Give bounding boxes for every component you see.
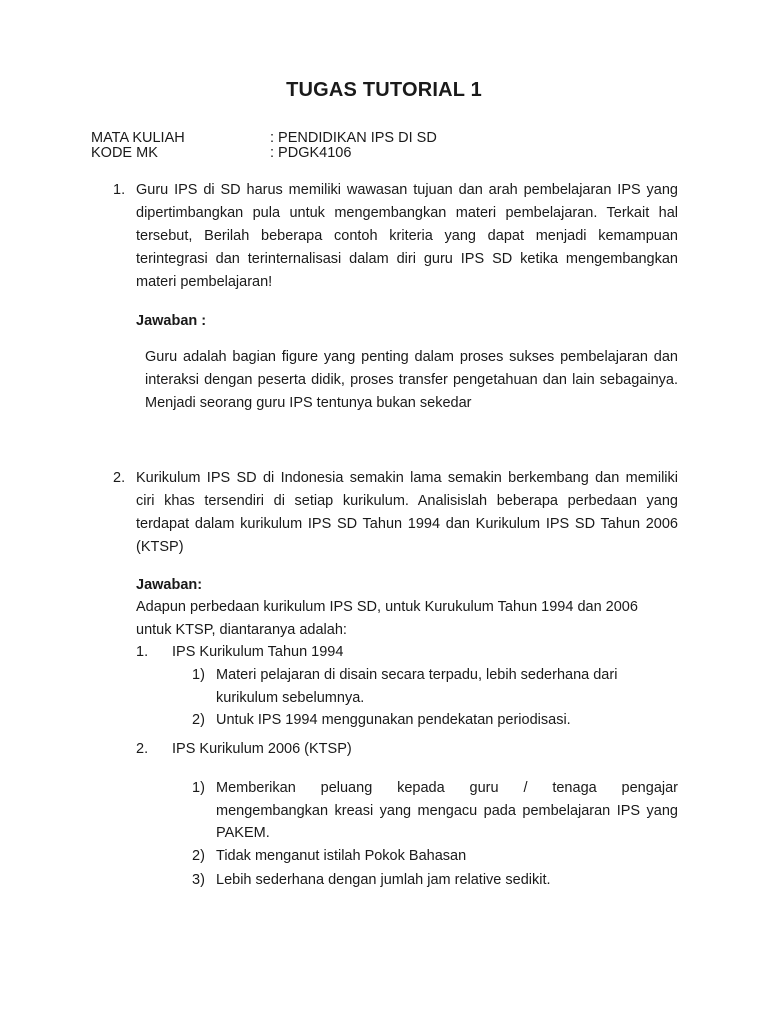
answer-1-line: Menjadi seorang guru IPS tentunya bukan sekedar — [145, 395, 472, 411]
question-2-line: ciri khas tersendiri di setiap kurikulum. Analisislah beberapa perbedaan yang — [136, 493, 678, 509]
section-1-title: IPS Kurikulum Tahun 1994 — [172, 644, 344, 660]
section-2-item-line: Lebih sederhana dengan jumlah jam relative sedikit. — [216, 872, 551, 888]
section-2-item-line: Memberikan peluang kepada guru / tenaga pengajar — [216, 780, 678, 796]
question-1-line: terintegrasi dan terinternalisasi dalam diri guru IPS SD ketika mengembangkan — [136, 251, 678, 267]
question-2-line: (KTSP) — [136, 539, 184, 555]
question-1-line: dipertimbangkan pula untuk mengembangkan materi pembelajaran. Terkait hal — [136, 205, 678, 221]
kode-mk-label: KODE MK — [91, 145, 158, 161]
question-1-line: tersebut, Berilah beberapa contoh kriteria yang dapat menjadi kemampuan — [136, 228, 678, 244]
answer-2-intro-line: Adapun perbedaan kurikulum IPS SD, untuk Kurukulum Tahun 1994 dan 2006 — [136, 599, 638, 615]
section-1-item-number: 1) — [192, 667, 205, 683]
answer-1-line: Guru adalah bagian figure yang penting dalam proses sukses pembelajaran dan — [145, 349, 678, 365]
section-2-number: 2. — [136, 741, 149, 757]
section-2-item-number: 1) — [192, 780, 205, 796]
section-2-item-number: 3) — [192, 872, 205, 888]
page-title: TUGAS TUTORIAL 1 — [286, 79, 482, 101]
section-1-number: 1. — [136, 644, 149, 660]
answer-1-label: Jawaban : — [136, 313, 207, 329]
kode-mk-value: : PDGK4106 — [270, 145, 352, 161]
answer-1-line: interaksi dengan peserta didik, proses transfer pengetahuan dan lain sebagainya. — [145, 372, 678, 388]
section-2-item-number: 2) — [192, 848, 205, 864]
section-1-item-number: 2) — [192, 712, 205, 728]
answer-2-label: Jawaban: — [136, 577, 203, 593]
section-1-item-line: Materi pelajaran di disain secara terpadu, lebih sederhana dari — [216, 667, 618, 683]
section-2-item-line: PAKEM. — [216, 825, 270, 841]
question-1-number: 1. — [113, 182, 126, 198]
section-1-item-line: kurikulum sebelumnya. — [216, 690, 365, 706]
mata-kuliah-value: : PENDIDIKAN IPS DI SD — [270, 130, 437, 146]
section-2-item-line: Tidak menganut istilah Pokok Bahasan — [216, 848, 467, 864]
section-2-item-line: mengembangkan kreasi yang mengacu pada pembelajaran IPS yang — [216, 803, 678, 819]
question-2-line: terdapat dalam kurikulum IPS SD Tahun 1994 dan Kurikulum IPS SD Tahun 2006 — [136, 516, 678, 532]
answer-2-intro-line: untuk KTSP, diantaranya adalah: — [136, 622, 347, 638]
mata-kuliah-label: MATA KULIAH — [91, 130, 185, 146]
question-1-line: Guru IPS di SD harus memiliki wawasan tujuan dan arah pembelajaran IPS yang — [136, 182, 678, 198]
question-1-line: materi pembelajaran! — [136, 274, 273, 290]
question-2-number: 2. — [113, 470, 126, 486]
section-2-title: IPS Kurikulum 2006 (KTSP) — [172, 741, 352, 757]
section-1-item-line: Untuk IPS 1994 menggunakan pendekatan periodisasi. — [216, 712, 571, 728]
question-2-line: Kurikulum IPS SD di Indonesia semakin lama semakin berkembang dan memiliki — [136, 470, 678, 486]
